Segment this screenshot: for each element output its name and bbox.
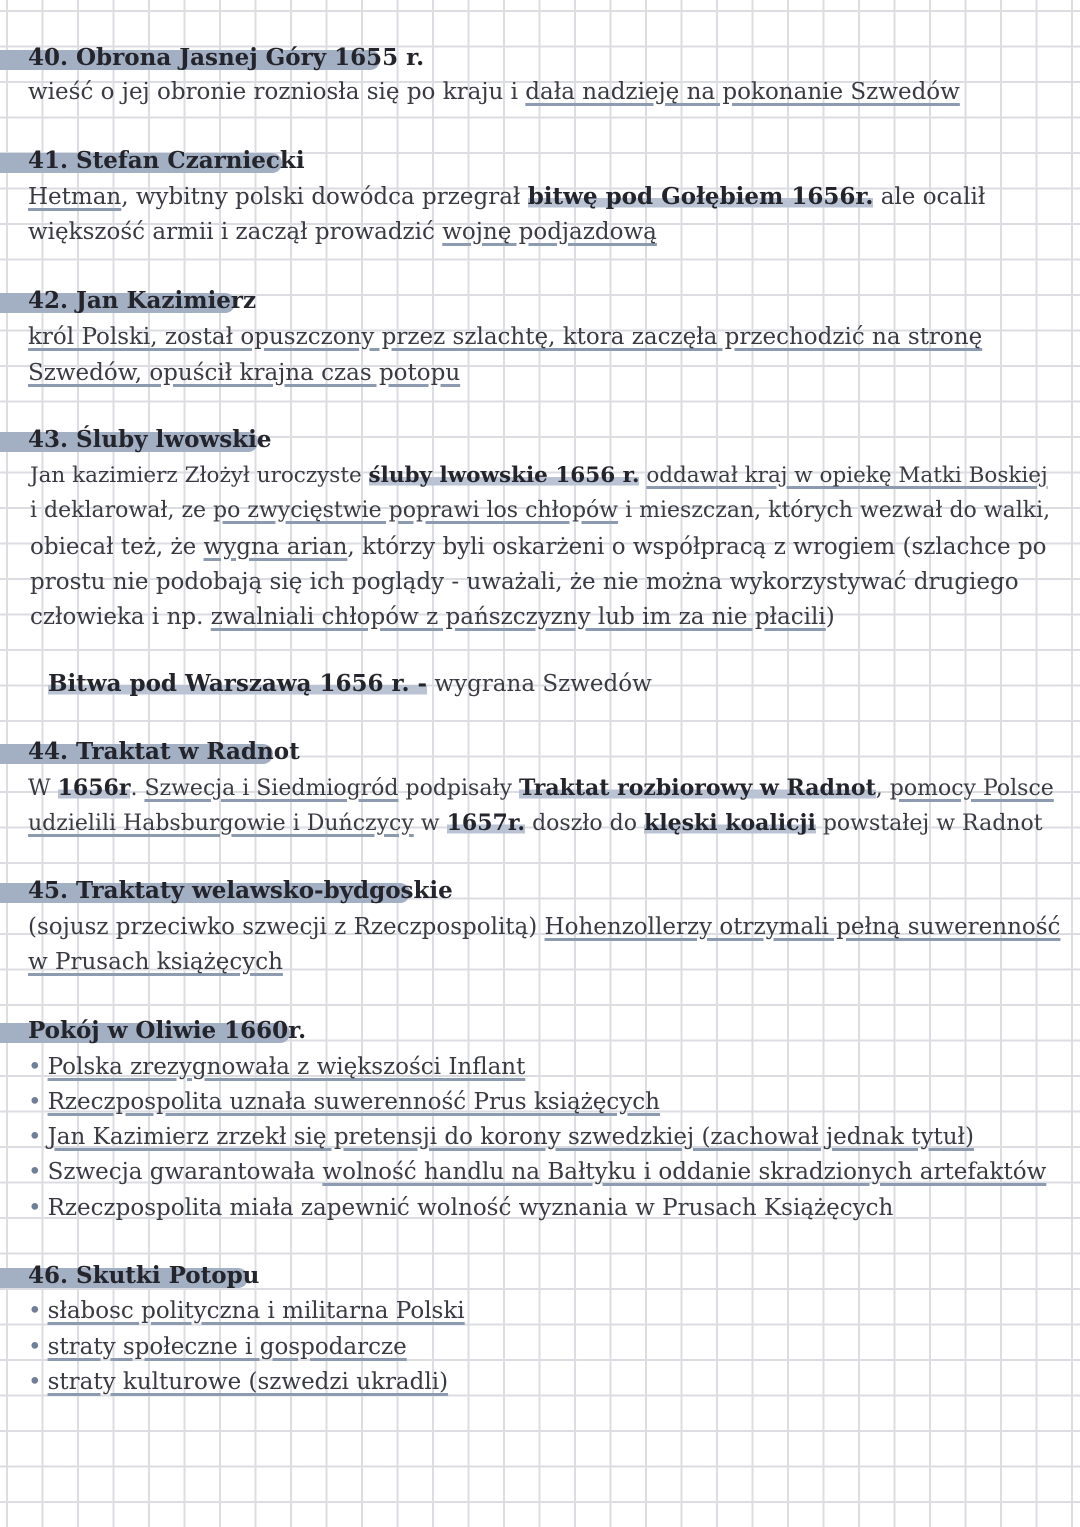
underlined-text: oddawał kraj w opiekę Matki Boskiej xyxy=(646,463,1048,488)
text-span: (sojusz przeciwko szwecji z Rzeczpospolitą) xyxy=(28,914,545,940)
section-45 xyxy=(0,876,1080,975)
underlined-text: wygna arian xyxy=(203,534,348,560)
text-span: Jan kazimierz Złożył uroczyste xyxy=(30,463,369,488)
text-span: ale ocalił xyxy=(873,184,986,210)
text-span: w xyxy=(413,811,447,836)
underlined-text: po zwycięstwie poprawi los chłopów xyxy=(213,498,619,523)
text-line xyxy=(28,217,657,247)
bullet-icon: • xyxy=(28,1298,42,1324)
heading-text: 40. Obrona Jasnej Góry 1655 r. xyxy=(28,44,425,71)
heading-text: 43. Śluby lwowskie xyxy=(28,426,272,453)
section-heading xyxy=(0,876,1080,906)
heading-text: 46. Skutki Potopu xyxy=(28,1262,260,1289)
text-span: i deklarował, ze xyxy=(30,498,214,523)
underlined-text: zwalniali chłopów z pańszczyzny lub im za nie płacili xyxy=(210,604,826,630)
bold-highlight: 1657r. xyxy=(446,810,526,836)
section-heading xyxy=(0,737,1080,767)
text-line xyxy=(30,602,835,632)
underlined-text: wolność handlu na Bałtyku i oddanie skradzionych artefaktów xyxy=(322,1159,1047,1185)
bullet-icon: • xyxy=(28,1124,42,1150)
text-span: wygrana Szwedów xyxy=(427,671,652,697)
bullet-icon: • xyxy=(28,1195,42,1221)
underlined-text: straty kulturowe (szwedzi ukradli) xyxy=(47,1369,449,1395)
text-span: podpisały xyxy=(398,776,519,801)
underlined-text: dała nadzieję na pokonanie Szwedów xyxy=(525,79,960,105)
bold-highlight: Bitwa pod Warszawą 1656 r. - xyxy=(48,670,428,697)
heading-text: Pokój w Oliwie 1660r. xyxy=(28,1017,307,1044)
bold-highlight: bitwę pod Gołębiem 1656r. xyxy=(527,183,874,210)
list-item xyxy=(28,1367,448,1397)
underlined-text: Hetman xyxy=(28,184,122,210)
text-span: powstałej w Radnot xyxy=(815,811,1043,836)
section-heading xyxy=(0,1261,1080,1291)
text-span: Rzeczpospolita miała zapewnić wolność wyznania w Prusach Książęcych xyxy=(47,1195,894,1221)
text-span: i mieszczan, których wezwał do walki, xyxy=(618,498,1051,523)
underlined-text: w Prusach książęcych xyxy=(28,949,283,975)
text-line xyxy=(28,912,1060,942)
bullet-icon: • xyxy=(28,1334,42,1360)
text-line xyxy=(28,773,1054,804)
text-span: . xyxy=(130,776,145,801)
battle-line xyxy=(48,669,652,699)
section-46 xyxy=(0,1261,1080,1395)
underlined-text: pomocy Polsce xyxy=(889,776,1054,801)
list-item xyxy=(28,1193,893,1223)
section-41 xyxy=(0,146,1080,245)
text-span: obiecał też, że xyxy=(30,534,204,560)
bold-highlight: śluby lwowskie 1656 r. xyxy=(368,463,640,488)
text-span: doszło do xyxy=(525,811,644,836)
text-span: , xyxy=(875,776,890,801)
section-42 xyxy=(0,286,1080,386)
underlined-text: Hohenzollerzy otrzymali pełną suwerenność xyxy=(544,914,1061,940)
heading-text: 41. Stefan Czarniecki xyxy=(28,147,305,174)
section-heading xyxy=(0,43,1080,73)
underlined-text: wojnę podjazdową xyxy=(442,219,657,245)
section-oliwa xyxy=(0,1016,1080,1221)
heading-text: 45. Traktaty welawsko-bydgoskie xyxy=(28,877,453,904)
text-span: człowieka i np. xyxy=(30,604,211,630)
underlined-text: udzielili Habsburgowie i Duńczycy xyxy=(28,811,414,836)
bullet-icon: • xyxy=(28,1054,42,1080)
section-heading xyxy=(0,425,1080,455)
text-span: ) xyxy=(825,604,835,630)
text-line xyxy=(30,532,1047,562)
section-40 xyxy=(0,43,1080,105)
text-span: Szwecja gwarantowała xyxy=(47,1159,323,1185)
underlined-text: Szwedów, opuścił krajna czas potopu xyxy=(28,360,461,386)
text-line: prostu nie podobają się ich poglądy - uważali, że nie można wykorzystywać drugiego xyxy=(30,569,1019,595)
underlined-text: Rzeczpospolita uznała suwerenność Prus książęcych xyxy=(47,1089,660,1115)
text-line xyxy=(30,496,1050,526)
text-span: , którzy byli oskarżeni o współpracą z wrogiem (szlachce po xyxy=(347,534,1047,560)
text-span: większość armii i zaczął prowadzić xyxy=(28,219,443,245)
text-line xyxy=(30,461,1048,491)
underlined-text: straty społeczne i gospodarcze xyxy=(47,1334,407,1360)
text-line xyxy=(28,182,985,212)
bullet-icon: • xyxy=(28,1089,42,1115)
section-heading xyxy=(0,1016,1080,1046)
underlined-text: słabosc polityczna i militarna Polski xyxy=(47,1298,465,1324)
bullet-icon: • xyxy=(28,1369,42,1395)
bold-highlight: 1656r xyxy=(57,775,131,801)
section-heading xyxy=(0,146,1080,176)
list-item xyxy=(28,1157,1046,1187)
section-43 xyxy=(0,425,1080,697)
bullet-icon: • xyxy=(28,1159,42,1185)
underlined-text: Jan Kazimierz zrzekł się pretensji do korony szwedzkiej (zachował jednak tytuł) xyxy=(47,1124,974,1150)
section-44 xyxy=(0,737,1080,836)
heading-text: 44. Traktat w Radnot xyxy=(28,738,300,765)
list-item xyxy=(28,1087,660,1117)
text-span: , wybitny polski dowódca przegrał xyxy=(121,184,528,210)
underlined-text: Polska zrezygnowała z większości Inflant xyxy=(47,1054,526,1080)
text-line xyxy=(28,808,1043,839)
text-span: wieść o jej obronie rozniosła się po kraju i xyxy=(28,79,526,105)
text-span: W xyxy=(28,776,58,801)
section-heading xyxy=(0,286,1080,316)
heading-text: 42. Jan Kazimierz xyxy=(28,287,257,314)
underlined-text: król Polski, został opuszczony przez szlachtę, ktora zaczęła przechodzić na stronę xyxy=(28,324,983,350)
text-line xyxy=(28,77,960,107)
bold-highlight: klęski koalicji xyxy=(644,810,816,836)
underlined-text: Szwecja i Siedmiogród xyxy=(144,776,399,801)
list-item xyxy=(28,1296,465,1326)
list-item xyxy=(28,1052,525,1082)
list-item xyxy=(28,1332,407,1362)
list-item xyxy=(28,1122,974,1152)
bold-highlight: Traktat rozbiorowy w Radnot xyxy=(519,775,876,801)
